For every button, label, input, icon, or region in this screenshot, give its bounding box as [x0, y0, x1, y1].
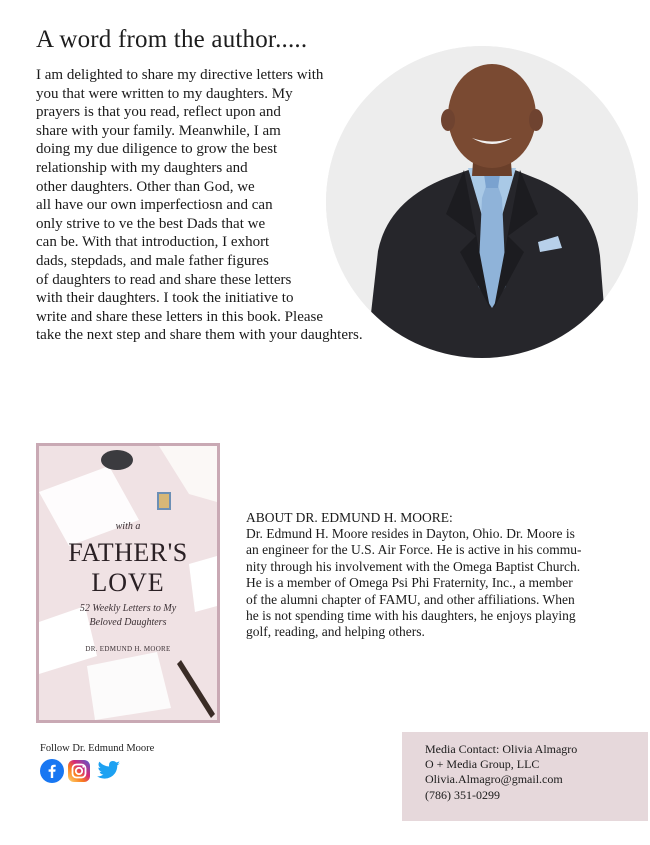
intro-line: you that were written to my daughters. My: [36, 85, 293, 102]
author-photo-illustration: [326, 46, 638, 358]
intro-line: can be. With that introduction, I exhort: [36, 234, 270, 251]
book-cover: [36, 443, 220, 723]
intro-line: share with your family. Meanwhile, I am: [36, 122, 281, 139]
facebook-icon[interactable]: [40, 759, 64, 783]
book-author: DR. EDMUND H. MOORE: [85, 645, 171, 653]
intro-line: only strive to ve the best Dads that we: [36, 215, 266, 232]
about-heading: ABOUT DR. EDMUND H. MOORE:: [246, 510, 453, 525]
about-line: an engineer for the U.S. Air Force. He is active in his commu-: [246, 542, 582, 558]
author-intro: [36, 66, 363, 345]
about-bio: [246, 526, 582, 641]
intro-line: relationship with my daughters and: [36, 159, 248, 176]
instagram-icon[interactable]: [67, 759, 91, 783]
media-contact-box: [402, 732, 648, 821]
intro-line: dads, stepdads, and male father figures: [36, 252, 269, 269]
book-title-line2: LOVE: [91, 568, 165, 597]
intro-line: I am delighted to share my directive letters with: [36, 67, 324, 83]
intro-line: with their daughters. I took the initiative to: [36, 290, 294, 307]
twitter-icon[interactable]: [94, 759, 122, 783]
contact-phone[interactable]: (786) 351-0299: [425, 787, 500, 802]
book-subtitle-line1: 52 Weekly Letters to My: [79, 603, 177, 614]
contact-company: O + Media Group, LLC: [425, 757, 540, 772]
author-portrait: [326, 46, 638, 358]
about-line: Dr. Edmund H. Moore resides in Dayton, Ohio. Dr. Moore is: [246, 526, 575, 541]
book-subtitle-line2: Beloved Daughters: [89, 617, 167, 628]
about-line: golf, reading, and helping others.: [246, 624, 425, 640]
about-line: nity through his involvement with the Omega Baptist Church.: [246, 558, 581, 574]
intro-line: prayers is that you read, reflect upon and: [36, 104, 281, 121]
page-heading: A word from the author.....: [36, 26, 308, 53]
about-line: of the alumni chapter of FAMU, and other affiliations. When: [246, 591, 575, 607]
intro-line: other daughters. Other than God, we: [36, 178, 255, 195]
book-with-a: with a: [115, 521, 141, 532]
book-subtitle: [49, 602, 207, 630]
intro-line: write and share these letters in this book. Please: [36, 308, 324, 325]
follow-label: Follow Dr. Edmund Moore: [40, 743, 155, 754]
contact-email[interactable]: Olivia.Almagro@gmail.com: [425, 772, 563, 787]
intro-line: doing my due diligence to grow the best: [36, 141, 278, 158]
intro-line: all have our own imperfectiosn and can: [36, 197, 273, 214]
social-icons: [40, 759, 122, 783]
contact-name: Media Contact: Olivia Almagro: [425, 742, 578, 756]
intro-line: of daughters to read and share these letters: [36, 271, 292, 288]
book-title-line1: FATHER'S: [68, 538, 188, 567]
about-line: He is a member of Omega Psi Phi Fraternity, Inc., a member: [246, 575, 573, 591]
intro-line: take the next step and share them with your daughters.: [36, 327, 363, 344]
about-line: he is not spending time with his daughters, he enjoys playing: [246, 608, 576, 624]
